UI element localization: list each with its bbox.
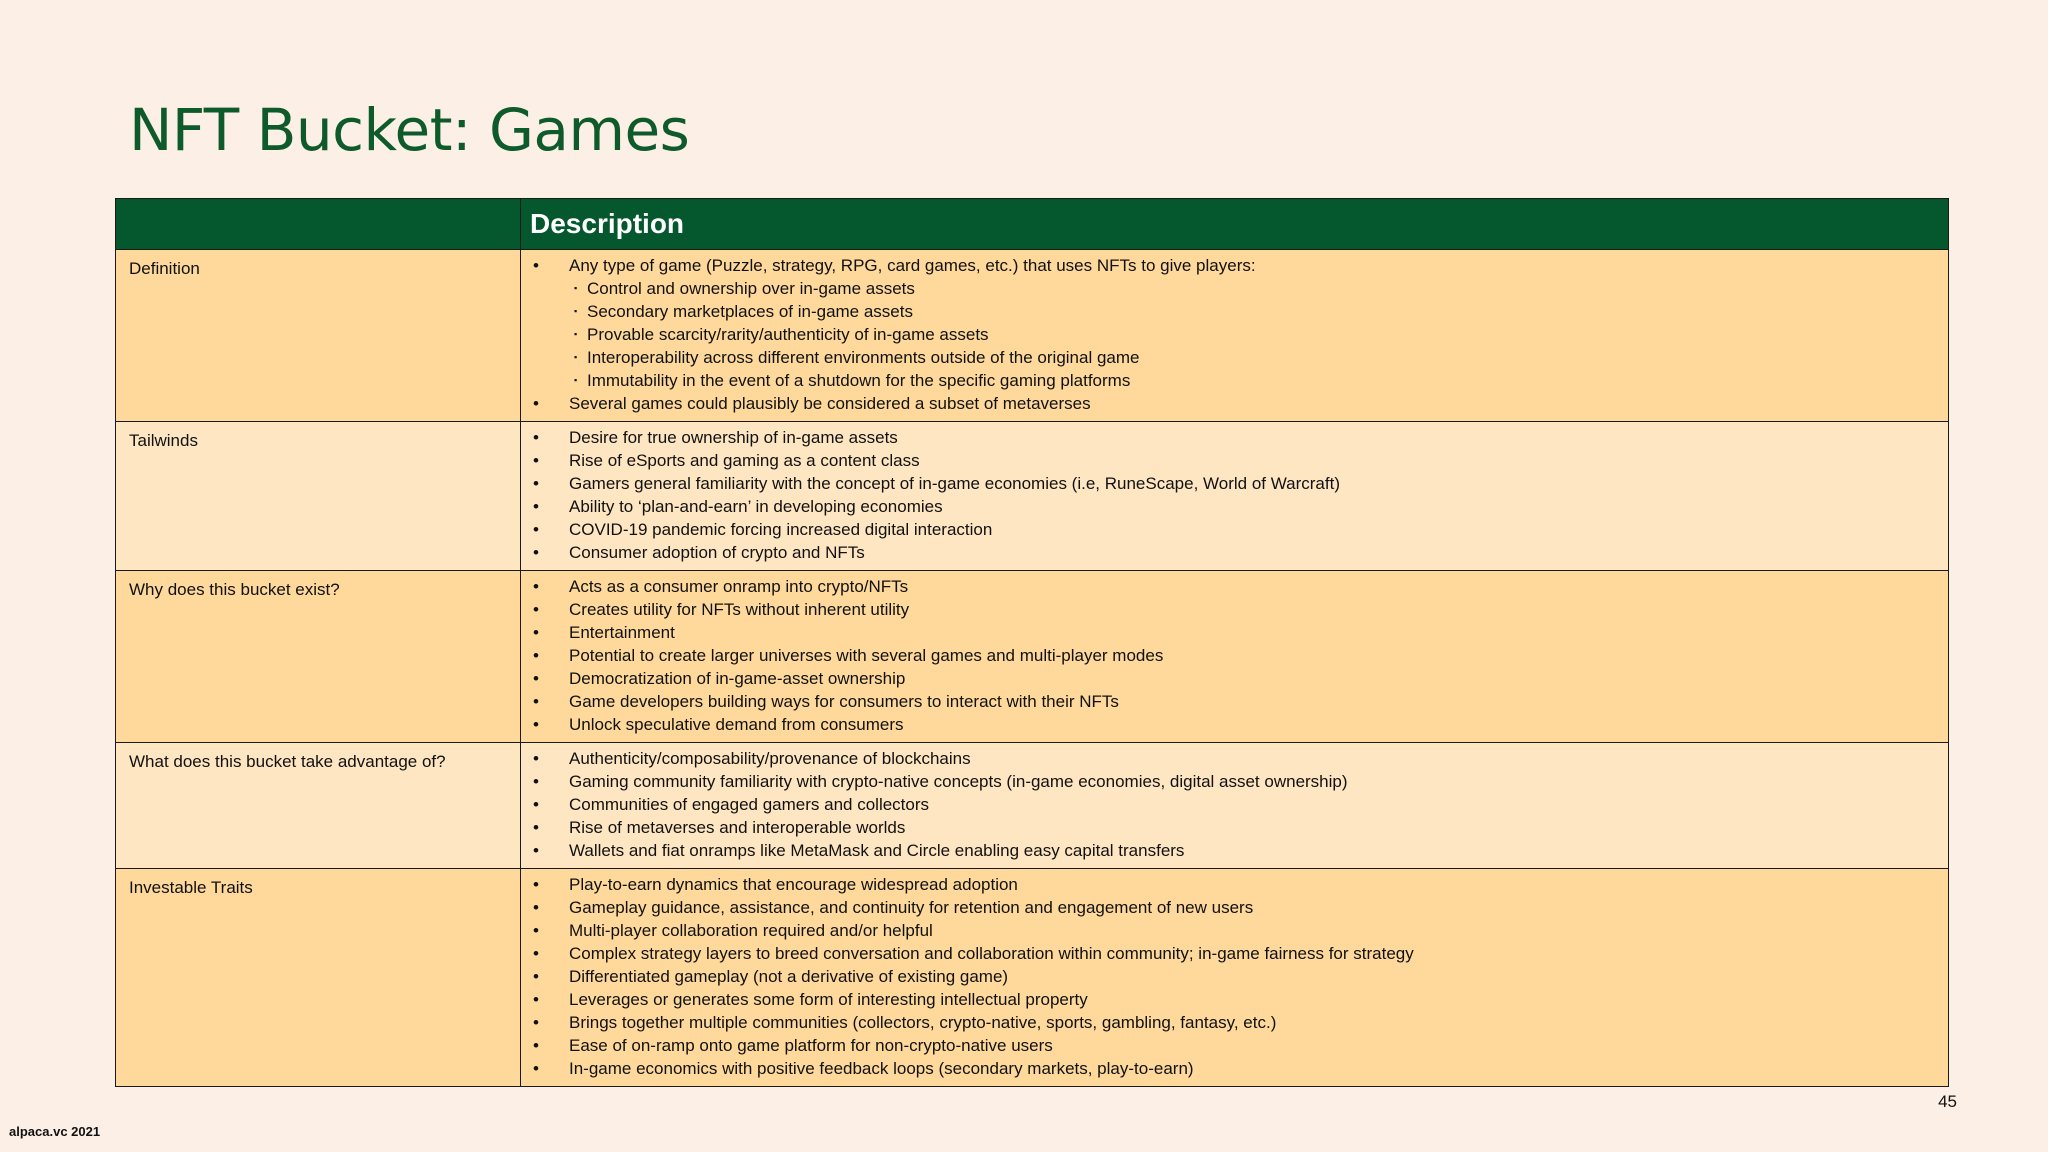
table-row-why-exist: [116, 571, 1949, 743]
bullet-item: • Gameplay guidance, assistance, and continuity for retention and engagement of new users: [521, 896, 1948, 919]
table-row-advantage: [116, 743, 1949, 869]
bullet-item: • COVID-19 pandemic forcing increased digital interaction: [521, 518, 1948, 541]
bullet-list: [521, 747, 1948, 862]
bullet-list: [521, 873, 1948, 1080]
row-label: Why does this bucket exist?: [116, 571, 521, 743]
row-description: [521, 250, 1949, 422]
bullet-item: • Rise of metaverses and interoperable worlds: [521, 816, 1948, 839]
sub-bullet-item: ▪ Immutability in the event of a shutdown for the specific gaming platforms: [521, 369, 1948, 392]
slide-title: NFT Bucket: Games: [129, 96, 690, 164]
bullet-item: • Creates utility for NFTs without inherent utility: [521, 598, 1948, 621]
row-description: [521, 869, 1949, 1087]
bullet-item: • Consumer adoption of crypto and NFTs: [521, 541, 1948, 564]
header-description: Description: [521, 199, 1949, 250]
bullet-item: • Ability to ‘plan-and-earn’ in developing economies: [521, 495, 1948, 518]
table-row-investable-traits: [116, 869, 1949, 1087]
table-header-row: [116, 199, 1949, 250]
bullet-item: • In-game economics with positive feedback loops (secondary markets, play-to-earn): [521, 1057, 1948, 1080]
bullet-item: • Game developers building ways for consumers to interact with their NFTs: [521, 690, 1948, 713]
nft-games-table: [115, 198, 1949, 1087]
bullet-item: • Play-to-earn dynamics that encourage widespread adoption: [521, 873, 1948, 896]
bullet-item: • Multi-player collaboration required and/or helpful: [521, 919, 1948, 942]
footer-brand: alpaca.vc 2021: [9, 1124, 101, 1139]
header-empty-cell: [116, 199, 521, 250]
bullet-item: • Potential to create larger universes with several games and multi-player modes: [521, 644, 1948, 667]
row-label: Definition: [116, 250, 521, 422]
bullet-item: • Any type of game (Puzzle, strategy, RPG, card games, etc.) that uses NFTs to give players:: [521, 254, 1948, 277]
bullet-item: • Brings together multiple communities (collectors, crypto-native, sports, gambling, fantasy, etc.): [521, 1011, 1948, 1034]
row-description: [521, 422, 1949, 571]
bullet-list: [521, 254, 1948, 277]
bullet-item: • Differentiated gameplay (not a derivative of existing game): [521, 965, 1948, 988]
bullet-item: • Democratization of in-game-asset ownership: [521, 667, 1948, 690]
bullet-list: [521, 392, 1948, 415]
row-label: Investable Traits: [116, 869, 521, 1087]
bullet-item: • Gamers general familiarity with the concept of in-game economies (i.e, RuneScape, World of Warcraft): [521, 472, 1948, 495]
bullet-item: • Acts as a consumer onramp into crypto/NFTs: [521, 575, 1948, 598]
bullet-list: [521, 426, 1948, 564]
table-row-definition: [116, 250, 1949, 422]
row-description: [521, 743, 1949, 869]
bullet-item: • Rise of eSports and gaming as a content class: [521, 449, 1948, 472]
row-description: [521, 571, 1949, 743]
bullet-item: • Wallets and fiat onramps like MetaMask and Circle enabling easy capital transfers: [521, 839, 1948, 862]
bullet-list: [521, 575, 1948, 736]
table-row-tailwinds: [116, 422, 1949, 571]
bullet-item: • Communities of engaged gamers and collectors: [521, 793, 1948, 816]
bullet-item: • Entertainment: [521, 621, 1948, 644]
page-number: 45: [1938, 1092, 1957, 1111]
bullet-item: • Unlock speculative demand from consumers: [521, 713, 1948, 736]
bullet-item: • Several games could plausibly be considered a subset of metaverses: [521, 392, 1948, 415]
sub-bullet-item: ▪ Interoperability across different environments outside of the original game: [521, 346, 1948, 369]
sub-bullet-item: ▪ Control and ownership over in-game assets: [521, 277, 1948, 300]
bullet-item: • Desire for true ownership of in-game assets: [521, 426, 1948, 449]
bullet-item: • Authenticity/composability/provenance of blockchains: [521, 747, 1948, 770]
sub-bullet-list: [521, 277, 1948, 392]
sub-bullet-item: ▪ Secondary marketplaces of in-game assets: [521, 300, 1948, 323]
row-label: Tailwinds: [116, 422, 521, 571]
bullet-item: • Gaming community familiarity with crypto-native concepts (in-game economies, digital asset ownership): [521, 770, 1948, 793]
row-label: What does this bucket take advantage of?: [116, 743, 521, 869]
sub-bullet-item: ▪ Provable scarcity/rarity/authenticity of in-game assets: [521, 323, 1948, 346]
bullet-item: • Ease of on-ramp onto game platform for non-crypto-native users: [521, 1034, 1948, 1057]
bullet-item: • Complex strategy layers to breed conversation and collaboration within community; in-game fairness for strategy: [521, 942, 1948, 965]
bullet-item: • Leverages or generates some form of interesting intellectual property: [521, 988, 1948, 1011]
